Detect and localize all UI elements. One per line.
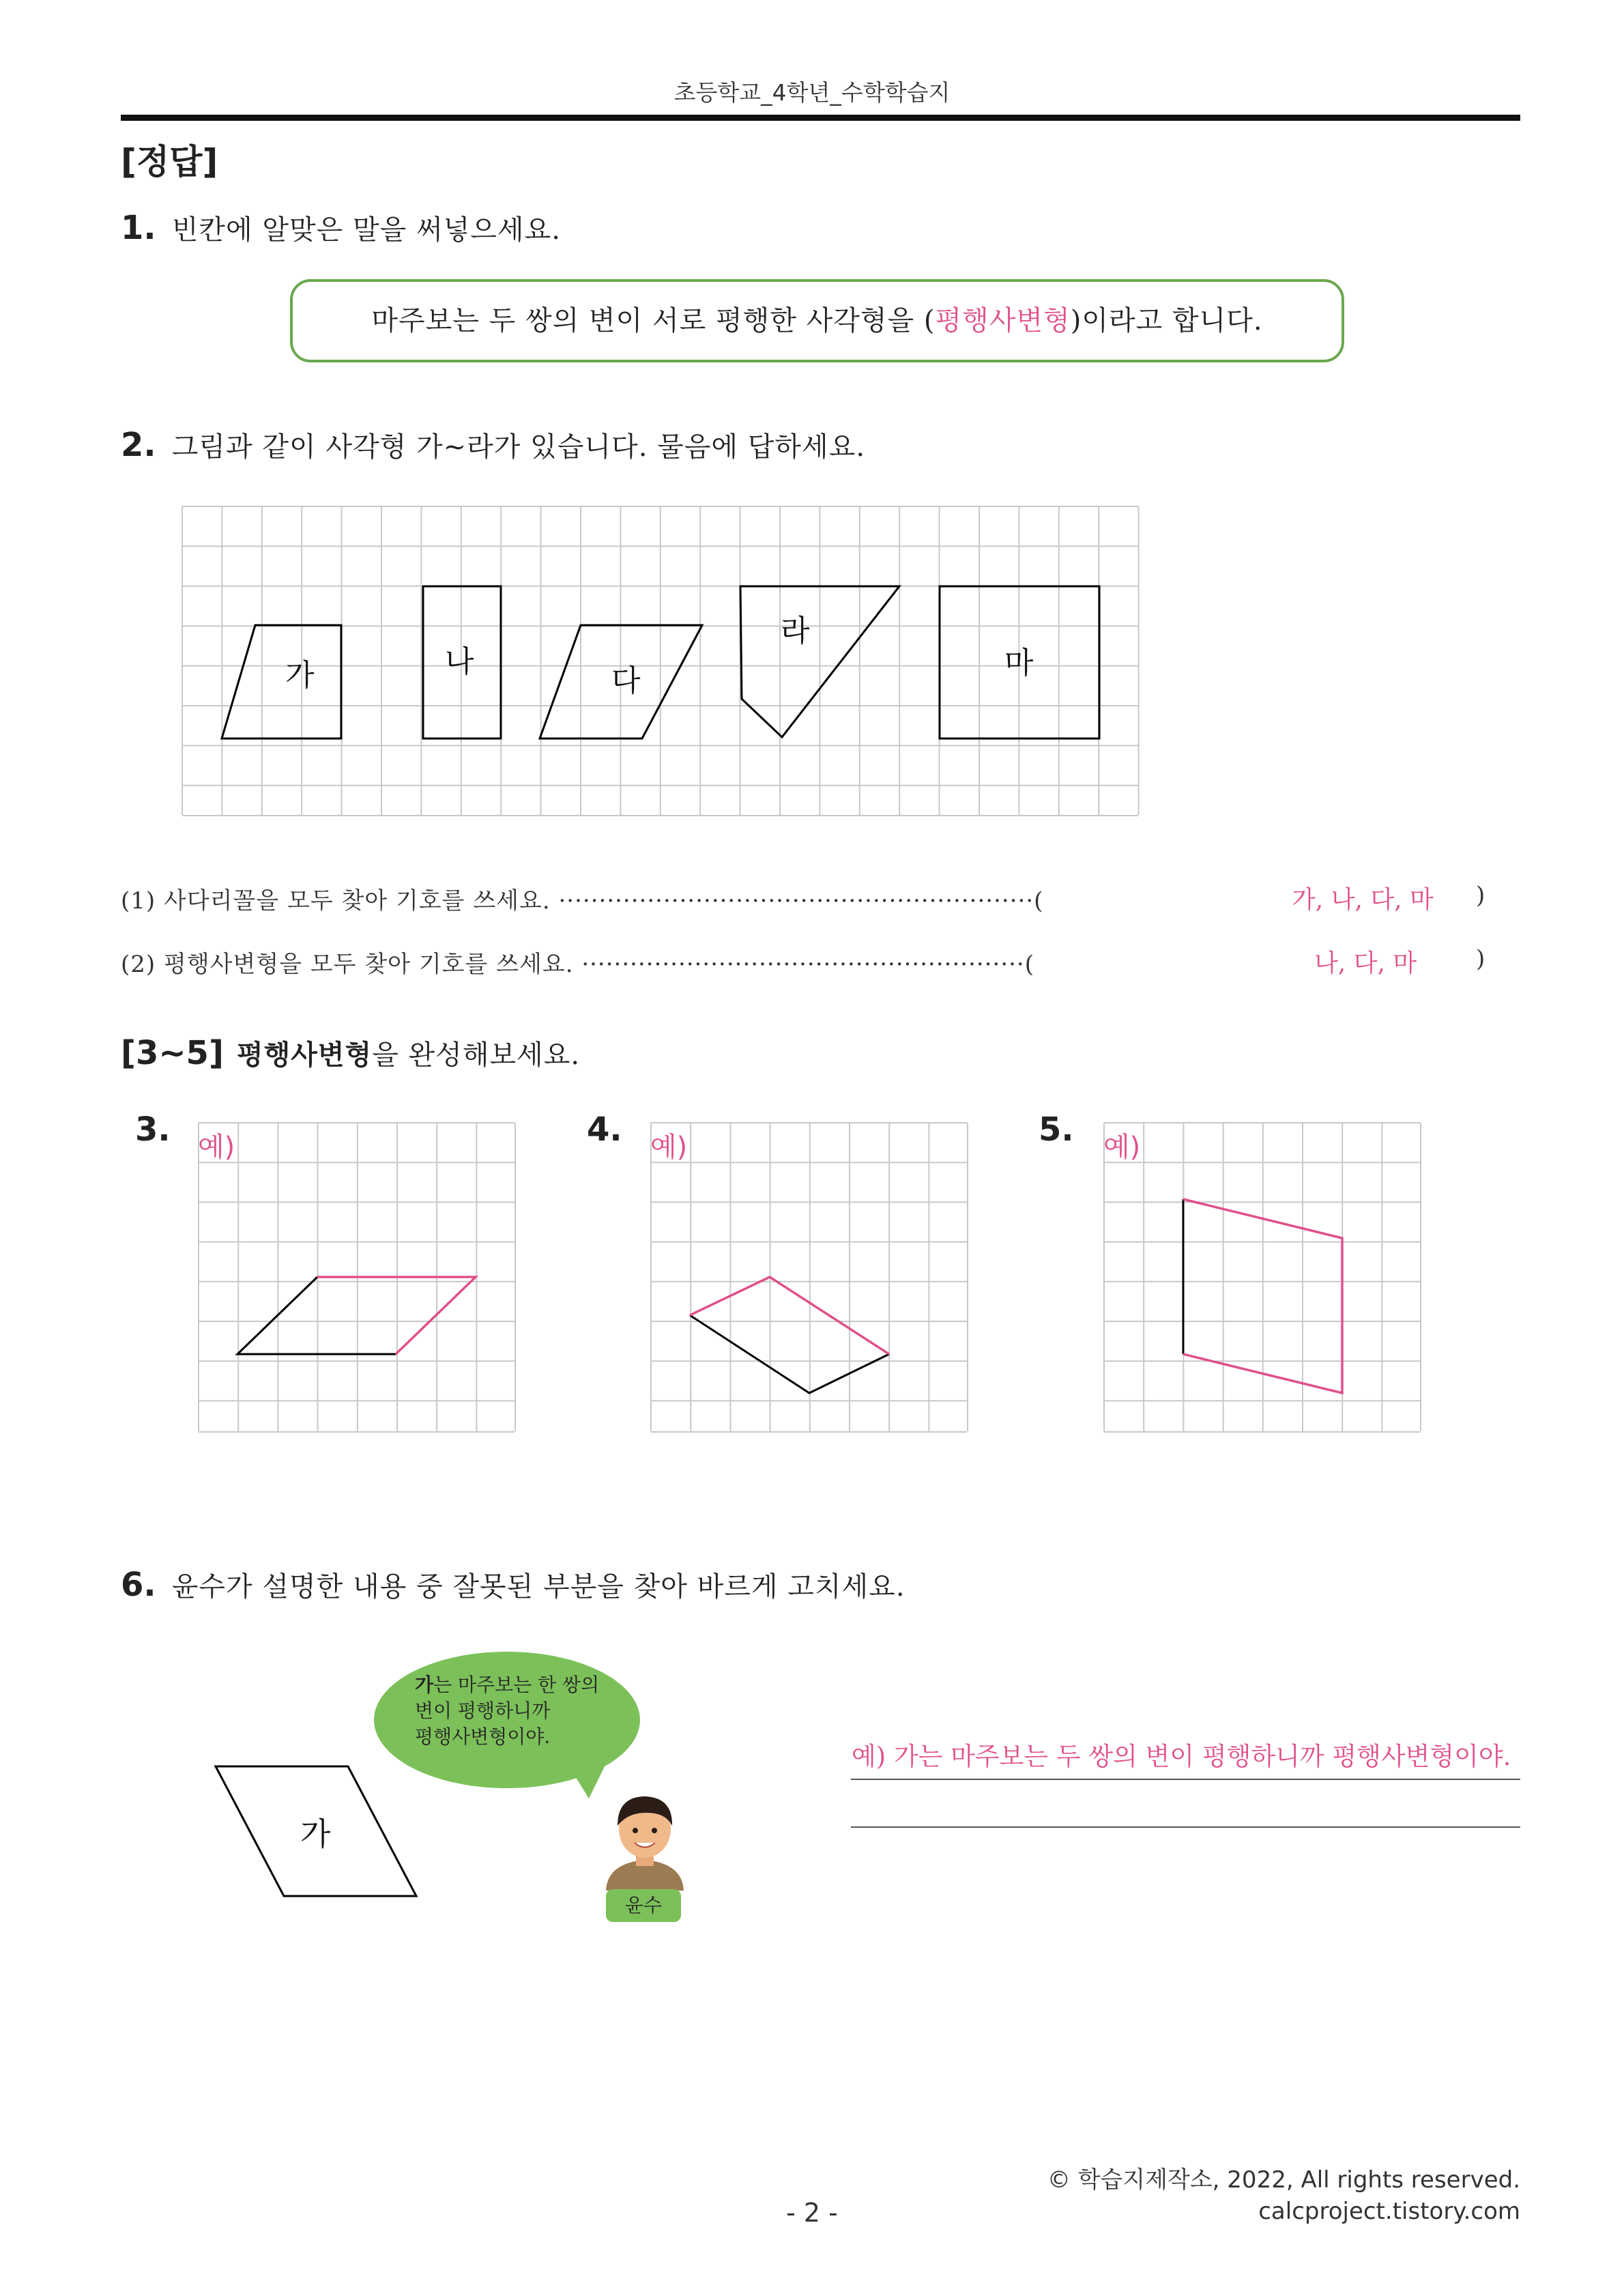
shape-label: 나 bbox=[445, 644, 474, 679]
grid-question-4 bbox=[650, 1122, 968, 1433]
example-label: 예) bbox=[198, 1132, 235, 1163]
subquestion-text: (1) 사다리꼴을 모두 찾아 기호를 쓰세요. ···························································( bbox=[121, 887, 1044, 915]
subquestion-2-close: ) bbox=[1476, 945, 1486, 973]
question-text: 을 완성해보세요. bbox=[372, 1039, 581, 1071]
header-rule bbox=[121, 115, 1520, 121]
subquestion-1-answer: 가, 나, 다, 마 bbox=[1292, 886, 1434, 914]
shape-grid-figure bbox=[182, 506, 1140, 816]
answer-box-answer: 평행사변형 bbox=[935, 305, 1071, 336]
speech-line: 는 마주보는 한 쌍의 bbox=[433, 1674, 600, 1696]
subquestion-2-answer: 나, 다, 마 bbox=[1314, 949, 1417, 977]
q6-answer: 예) 가는 마주보는 두 쌍의 변이 평행하니까 평행사변형이야. bbox=[852, 1742, 1511, 1771]
shape-label: 라 bbox=[781, 614, 810, 648]
site-url: calcproject.tistory.com bbox=[1258, 2198, 1520, 2225]
copyright: © 학습지제작소, 2022, All rights reserved. bbox=[1047, 2166, 1520, 2194]
shape-ga bbox=[222, 625, 341, 738]
shape-label: 다 bbox=[611, 663, 641, 698]
page-number: - 2 - bbox=[786, 2198, 838, 2228]
grid-lines bbox=[182, 506, 1139, 816]
question-1 bbox=[121, 208, 561, 247]
answer-box-before: 마주보는 두 쌍의 변이 서로 평행한 사각형을 ( bbox=[371, 305, 936, 336]
question-number: 6. bbox=[121, 1566, 156, 1604]
question-number: 5. bbox=[1039, 1110, 1074, 1149]
question-text: 윤수가 설명한 내용 중 잘못된 부분을 찾아 바르게 고치세요. bbox=[171, 1571, 905, 1603]
name-tag: 윤수 bbox=[606, 1889, 681, 1922]
subquestion-1 bbox=[121, 882, 1043, 915]
question-number: 3. bbox=[135, 1110, 171, 1149]
grid-lines bbox=[1104, 1123, 1421, 1432]
shape-label: 마 bbox=[1004, 646, 1034, 680]
subquestion-2 bbox=[121, 945, 1034, 979]
speech-line: 평행사변형이야. bbox=[415, 1725, 551, 1748]
answer-line bbox=[851, 1826, 1520, 1828]
grid-question-3 bbox=[198, 1122, 516, 1433]
question-2 bbox=[121, 425, 865, 464]
drawn-sides bbox=[690, 1277, 889, 1354]
example-label: 예) bbox=[1103, 1132, 1141, 1163]
question-number: 4. bbox=[587, 1110, 622, 1149]
given-sides bbox=[690, 1315, 889, 1393]
subquestion-text: (2) 평행사변형을 모두 찾아 기호를 쓰세요. ·······················································( bbox=[121, 951, 1035, 978]
answer-line bbox=[851, 1779, 1520, 1780]
question-range: [3~5] bbox=[121, 1034, 224, 1072]
question-number: 2. bbox=[121, 426, 156, 464]
subquestion-1-close: ) bbox=[1476, 882, 1486, 909]
speech-bold: 가 bbox=[415, 1674, 434, 1696]
answer-box bbox=[290, 279, 1344, 362]
grid-lines bbox=[651, 1123, 968, 1432]
answer-box-after: )이라고 합니다. bbox=[1070, 305, 1263, 336]
question-6 bbox=[121, 1565, 905, 1604]
grid-question-5 bbox=[1103, 1122, 1421, 1433]
example-label: 예) bbox=[650, 1132, 688, 1163]
worksheet-header: 초등학교_4학년_수학학습지 bbox=[673, 79, 951, 106]
speech-text bbox=[415, 1672, 599, 1750]
question-text: 빈칸에 알맞은 말을 써넣으세요. bbox=[171, 214, 561, 246]
given-sides bbox=[237, 1277, 396, 1354]
question-3-5 bbox=[121, 1033, 580, 1072]
shape-label: 가 bbox=[300, 1816, 331, 1852]
section-title: [정답] bbox=[121, 142, 218, 182]
speech-line: 변이 평행하니까 bbox=[415, 1699, 551, 1722]
question-number: 1. bbox=[121, 209, 156, 247]
question-bold-text: 평행사변형 bbox=[236, 1039, 373, 1071]
question-text: 그림과 같이 사각형 가~라가 있습니다. 물음에 답하세요. bbox=[171, 431, 866, 463]
shape-label: 가 bbox=[285, 658, 315, 693]
